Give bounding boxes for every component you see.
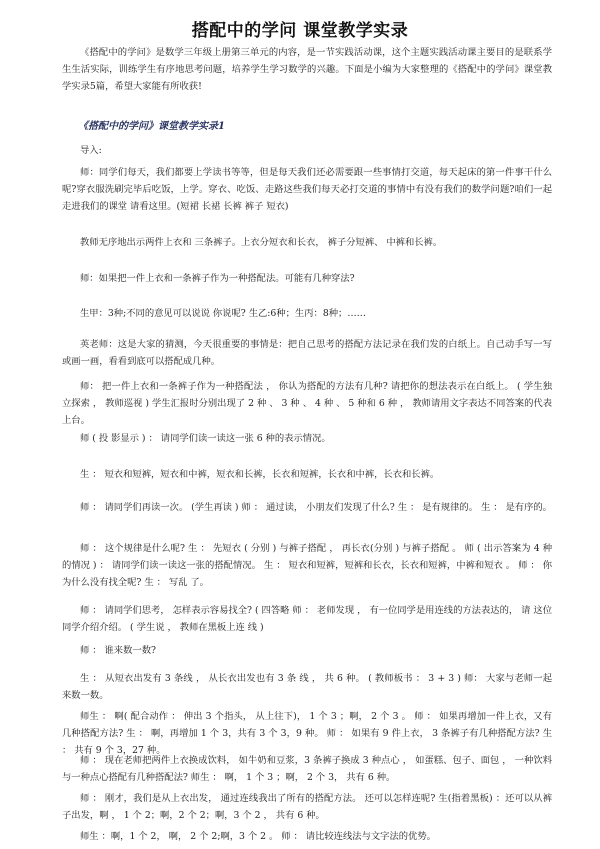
paragraph: 师： 把一件上衣和一条裤子作为一种搭配法 ， 你认为搭配的方法有几种? 请把你的想法表示在白纸上。 ( 学生独立探索 ， 教师巡视 ) 学生汇报时分别出现了 2 种 、 3 种 、 4 种 、 5 种和 6 种 ， 教师请用文字表达不同答案的代表上台。 bbox=[62, 381, 552, 426]
paragraph: 生甲：3种;不同的意见可以说说 你说呢? 生乙:6种；生丙：8种；…… bbox=[80, 308, 366, 319]
paragraph-intro-label: 导入: bbox=[80, 145, 102, 156]
page-title: 搭配中的学问 课堂教学实录 bbox=[191, 21, 409, 41]
paragraph: 教师无序地出示两件上衣和 三条裤子。上衣分短衣和长衣， 裤子分短裤、 中裤和长裤。 bbox=[80, 237, 443, 248]
paragraph: 师 ： 刚才，我们是从上衣出发， 通过连线我出了所有的搭配方法。 还可以怎样连呢? 生(指着黑板) ：还可以从裤子出发，啊 ， 1 个 2；啊，2 个 2；啊，3 个 2 ， 共有 6 种。 bbox=[62, 793, 552, 821]
paragraph: 师 ： 现在老师把两件上衣换成饮料， 如牛奶和豆浆，3 条裤子换成 3 种点心 ， 如蛋糕、包子、面包 ， 一种饮料与一种点心搭配有几种搭配法? 师生 ： 啊， 1 个 3 ；啊， 2 个 3， 共有 6 种。 bbox=[62, 755, 552, 783]
intro-paragraph: 《搭配中的学问》是数学三年级上册第三单元的内容，是一节实践活动课，这个主题实践活动课主要目的是联系学生生活实际，训练学生有序地思考问题，培养学生学习数学的兴趣。下面是小编为大家整理的《搭配中的学问》课堂教学实录5篇，希望大家能有所收获! bbox=[62, 47, 552, 92]
paragraph: 师 ： 请同学们再读一次。 (学生再读 ) 师 ： 通过读， 小朋友们发现了什么? 生 ： 是有规律的。 生 ： 是有序的。 bbox=[80, 502, 552, 513]
paragraph: 师 ( 投 影显示 ) ： 请同学们读一读这一张 6 种的表示情况。 bbox=[80, 433, 331, 444]
paragraph: 师生 ： 啊( 配合动作 ： 伸出 3 个指头， 从上往下)， 1 个 3 ；啊， 2 个 3 。 师 ： 如果再增加一件上衣，又有几种搭配方法? 生 ： 啊，再增加 1 个 3，共有 3 个 3，9 种。 师 ： 如果有 9 件上衣， 3 条裤子有几种搭配方法? 生 ： 共有 9 个 3，27 种。 bbox=[62, 711, 552, 756]
paragraph: 师生 ：啊，1 个 2， 啊， 2 个 2;啊，3 个 2 。 师 ： 请比较连线法与文字法的优势。 bbox=[80, 831, 436, 842]
section-subtitle: 《搭配中的学问》课堂教学实录1 bbox=[78, 121, 225, 132]
paragraph: 师 ： 谁来数一数? bbox=[80, 645, 156, 656]
paragraph: 师：同学们每天，我们都要上学读书等等，但是每天我们还必需要跟一些事情打交道，每天起床的第一件事干什么呢?穿衣服洗刷完毕后吃饭，上学。穿衣、吃饭、走路这些我们每天必打交道的事情中有没有我们的数学问题?咱们一起走进我们的课堂 请看这里。(短裙 长裙 长裤 裤子 短衣) bbox=[62, 167, 552, 212]
paragraph: 生 ： 从短衣出发有 3 条线 ， 从长衣出发也有 3 条 线 ， 共 6 种。 ( 教师板书 ： 3 + 3 ) 师： 大家与老师一起来数一数。 bbox=[62, 673, 552, 701]
paragraph: 师 ： 请同学们思考， 怎样表示容易找全? ( 四答略 师 ： 老师发现 ， 有一位同学是用连线的方法表达的， 请 这位同学介绍介绍。 ( 学生说 ， 教师在黑板上连 线 ) bbox=[62, 605, 552, 633]
paragraph: 生 ： 短衣和短裤，短衣和中裤，短衣和长裤，长衣和短裤，长衣和中裤，长衣和长裤。 bbox=[80, 469, 440, 480]
paragraph: 师：如果把一件上衣和一条裤子作为一种搭配法。可能有几种穿法? bbox=[80, 273, 355, 284]
paragraph: 师 ： 这个规律是什么呢? 生 ： 先短衣 ( 分别 ) 与裤子搭配 ， 再长衣(分别 ) 与裤子搭配 。 师 ( 出示答案为 4 种的情况 ) ： 请同学们读一读这一张的搭配情况。 生 ： 短衣和短裤，短裤和长衣，长衣和短裤，中裤和短衣 。 师 ： 你为什么没有找全呢? 生 ： 写乱 了。 bbox=[62, 543, 552, 588]
paragraph: 英老师：这是大家的猜测，今天很重要的事情是：把自己思考的搭配方法记录在我们发的白纸上。自己动手写一写或画一画，看看到底可以搭配成几种。 bbox=[62, 339, 552, 367]
